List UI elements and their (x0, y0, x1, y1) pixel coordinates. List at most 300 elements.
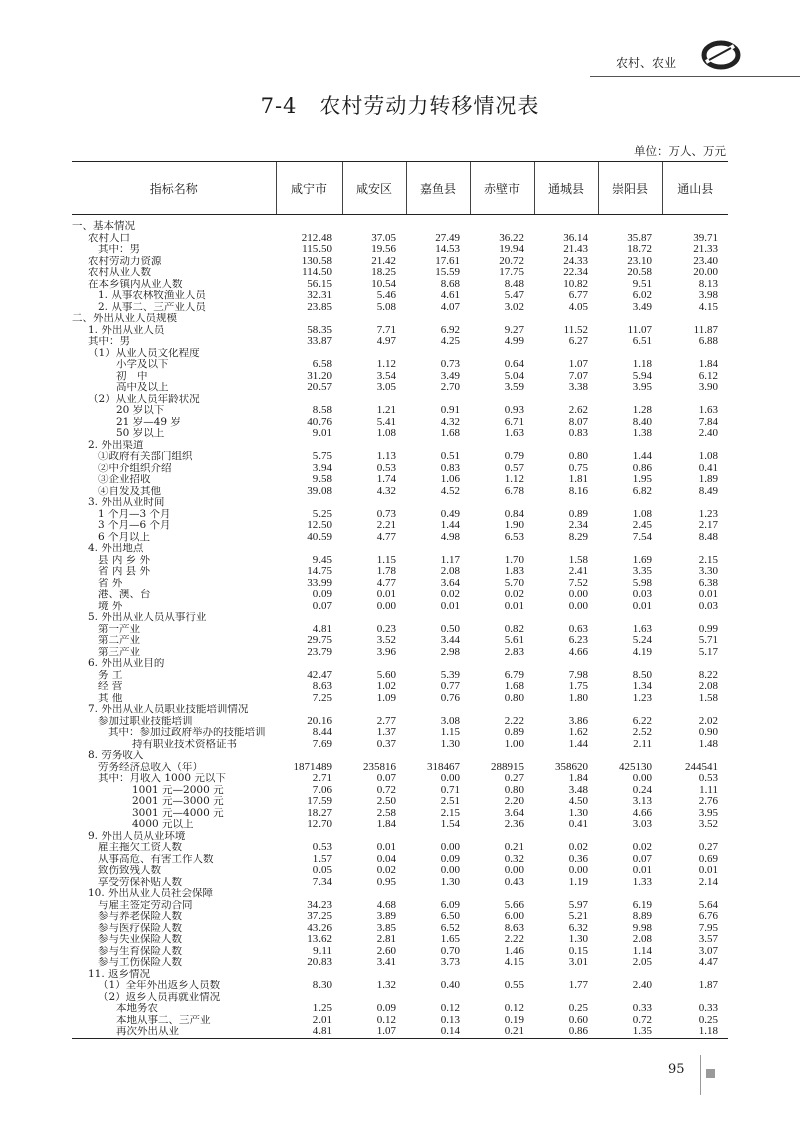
cell-value: 1.06 (440, 474, 460, 485)
cell-value: 5.71 (698, 635, 718, 646)
cell-value (534, 215, 598, 233)
cell-value (598, 969, 662, 981)
cell-value (470, 313, 534, 325)
cell-value (406, 612, 470, 624)
table-row (72, 244, 728, 256)
cell-value: 1.95 (632, 474, 652, 485)
cell-value: 12.70 (307, 819, 332, 830)
cell-value: 0.77 (440, 681, 460, 692)
cell-value: 8.89 (632, 911, 652, 922)
cell-value: 7.25 (312, 692, 332, 704)
table-row (72, 589, 728, 601)
cell-value: 8.22 (698, 669, 718, 681)
cell-value: 3.64 (504, 807, 524, 819)
table-row (72, 325, 728, 337)
cell-value: 0.84 (504, 508, 524, 520)
cell-value: 0.25 (698, 1014, 718, 1026)
cell-value (470, 440, 534, 452)
cell-value: 1.44 (568, 738, 588, 750)
row-label: 二、外出从业人员规模 (72, 313, 177, 324)
cell-value: 2.08 (698, 681, 718, 692)
cell-value: 8.49 (698, 485, 718, 497)
cell-value: 6.27 (568, 336, 588, 347)
table-row (72, 279, 728, 291)
cell-value: 3.08 (440, 715, 460, 727)
cell-value: 8.07 (568, 416, 588, 428)
table-row (72, 256, 728, 268)
cell-value (470, 215, 534, 233)
cell-value: 14.53 (435, 244, 460, 255)
cell-value: 7.95 (698, 922, 718, 934)
cell-value: 8.50 (632, 669, 652, 681)
table-row (72, 486, 728, 498)
column-header-region: 咸宁市 (276, 162, 342, 215)
cell-value: 5.64 (698, 899, 718, 911)
cell-value: 3.41 (376, 957, 396, 968)
cell-value: 1.84 (376, 819, 396, 830)
cell-value: 2.08 (440, 566, 460, 577)
table-row (72, 727, 728, 739)
table-row (72, 957, 728, 969)
row-label: （2）返乡人员再就业情况 (98, 991, 221, 1003)
cell-value (406, 440, 470, 452)
unit-label: 单位：万人、万元 (634, 144, 726, 158)
cell-value: 0.01 (698, 865, 718, 876)
row-label: 2001 元—3000 元 (132, 796, 224, 807)
cell-value: 0.73 (440, 359, 460, 370)
cell-value: 11.87 (693, 324, 718, 336)
cell-value: 4.77 (376, 531, 396, 543)
row-label: 5. 外出从业人员从事行业 (88, 612, 207, 623)
cell-value: 0.55 (504, 980, 524, 991)
cell-value: 0.72 (376, 784, 396, 796)
row-label: 初 中 (116, 370, 148, 382)
row-label: 21 岁—49 岁 (116, 416, 181, 428)
row-label: （1）从业人员文化程度 (88, 347, 200, 359)
cell-value (406, 969, 470, 981)
cell-value (406, 750, 470, 762)
cell-value: 4.07 (440, 301, 460, 313)
cell-value: 0.53 (698, 773, 718, 784)
cell-value (598, 394, 662, 406)
cell-value: 1.62 (568, 727, 588, 738)
row-label: 农村劳动力资源 (88, 255, 162, 267)
cell-value: 2.50 (376, 796, 396, 807)
cell-value (662, 348, 728, 360)
cell-value: 37.25 (307, 911, 332, 922)
cell-value: 13.62 (307, 934, 332, 945)
cell-value (406, 658, 470, 670)
cell-value: 20.16 (307, 715, 332, 727)
cell-value: 4.32 (376, 485, 396, 497)
table-row (72, 877, 728, 889)
table-row (72, 773, 728, 785)
row-label: 经 营 (98, 681, 123, 692)
cell-value (276, 992, 342, 1004)
row-label: 6. 外出从业目的 (88, 658, 165, 669)
column-header-region: 崇阳县 (598, 162, 662, 215)
table-row (72, 1026, 728, 1038)
labor-transfer-table (72, 161, 728, 1039)
cell-value: 4.98 (440, 531, 460, 543)
cell-value: 6.51 (632, 336, 652, 347)
cell-value: 7.52 (568, 577, 588, 589)
row-label: 3. 外出从业时间 (88, 497, 165, 508)
cell-value: 358620 (555, 761, 588, 773)
cell-value: 0.00 (440, 865, 460, 876)
cell-value: 1.48 (698, 738, 718, 750)
cell-value: 0.70 (440, 945, 460, 957)
cell-value: 23.40 (693, 255, 718, 267)
cell-value: 1.17 (440, 554, 460, 566)
table-row (72, 497, 728, 509)
cell-value: 43.26 (307, 922, 332, 934)
cell-value: 0.80 (504, 692, 524, 704)
cell-value: 0.02 (376, 865, 396, 876)
cell-value (406, 831, 470, 843)
row-label: 50 岁以上 (116, 428, 165, 439)
cell-value: 0.82 (504, 623, 524, 635)
cell-value (470, 497, 534, 509)
cell-value (598, 831, 662, 843)
row-label: 参与失业保险人数 (98, 934, 182, 945)
cell-value: 2.14 (698, 876, 718, 888)
cell-value: 4.97 (376, 336, 396, 347)
cell-value: 0.12 (504, 1003, 524, 1014)
table-row (72, 750, 728, 762)
cell-value: 3.59 (504, 382, 524, 393)
cell-value: 1.37 (376, 727, 396, 738)
cell-value (470, 969, 534, 981)
row-label: 与雇主签定劳动合同 (98, 899, 193, 911)
cell-value (662, 543, 728, 555)
cell-value: 2.40 (632, 980, 652, 991)
row-label: 省 外 (98, 577, 123, 589)
page-marker (706, 1069, 715, 1078)
cell-value: 23.79 (307, 646, 332, 658)
cell-value: 1.84 (698, 359, 718, 370)
table-row (72, 509, 728, 521)
cell-value: 2.70 (440, 382, 460, 393)
cell-value: 3.86 (568, 715, 588, 727)
cell-value (470, 394, 534, 406)
cell-value: 7.07 (568, 370, 588, 382)
cell-value: 0.41 (568, 819, 588, 830)
cell-value: 1.44 (440, 520, 460, 531)
cell-value: 0.01 (440, 600, 460, 612)
table-row (72, 739, 728, 751)
cell-value: 1.65 (440, 934, 460, 945)
cell-value: 20.00 (693, 267, 718, 278)
cell-value: 37.05 (371, 232, 396, 244)
cell-value (662, 992, 728, 1004)
cell-value (276, 658, 342, 670)
table-row (72, 440, 728, 452)
cell-value: 5.70 (504, 577, 524, 589)
cell-value: 1.08 (698, 451, 718, 462)
table-row (72, 371, 728, 383)
page-number: 95 (668, 1062, 685, 1077)
cell-value: 1.08 (632, 508, 652, 520)
table-row (72, 624, 728, 636)
cell-value: 1.44 (632, 451, 652, 462)
cell-value (342, 658, 406, 670)
cell-value: 2.11 (633, 738, 652, 750)
cell-value: 4.19 (632, 646, 652, 658)
cell-value: 0.80 (504, 784, 524, 796)
cell-value: 1.84 (568, 773, 588, 784)
cell-value: 1.81 (568, 474, 588, 485)
cell-value: 1.63 (632, 623, 652, 635)
cell-value: 1.35 (598, 1026, 662, 1038)
table-row (72, 992, 728, 1004)
cell-value (598, 750, 662, 762)
cell-value: 0.71 (440, 784, 460, 796)
table-row (72, 359, 728, 371)
cell-value: 6.71 (504, 416, 524, 428)
cell-value: 5.46 (376, 290, 396, 301)
row-label: 6 个月以上 (98, 531, 151, 543)
cell-value (342, 704, 406, 716)
cell-value: 4.05 (568, 301, 588, 313)
cell-value (598, 497, 662, 509)
table-row (72, 762, 728, 774)
cell-value: 0.37 (376, 738, 396, 750)
cell-value (276, 543, 342, 555)
cell-value: 1.63 (698, 405, 718, 416)
table-row (72, 980, 728, 992)
cell-value: 36.14 (563, 232, 588, 244)
table-row (72, 267, 728, 279)
cell-value: 1.02 (376, 681, 396, 692)
cell-value: 31.20 (307, 370, 332, 382)
cell-value: 0.02 (504, 589, 524, 600)
cell-value: 0.63 (568, 623, 588, 635)
cell-value: 39.08 (307, 485, 332, 497)
cell-value (342, 497, 406, 509)
cell-value: 0.01 (632, 865, 652, 876)
row-label: 第一产业 (98, 623, 140, 635)
cell-value: 0.53 (312, 842, 332, 853)
cell-value: 1.07 (342, 1026, 406, 1038)
cell-value: 1.32 (376, 980, 396, 991)
cell-value (276, 888, 342, 900)
row-label: 高中及以上 (116, 382, 169, 393)
cell-value: 0.01 (376, 842, 396, 853)
cell-value: 5.60 (376, 669, 396, 681)
cell-value: 2.83 (504, 646, 524, 658)
cell-value (342, 888, 406, 900)
cell-value: 2.45 (632, 520, 652, 531)
cell-value: 1.21 (376, 405, 396, 416)
row-label: 参与医疗保险人数 (98, 922, 182, 934)
cell-value: 4.66 (632, 807, 652, 819)
cell-value: 17.75 (499, 267, 524, 278)
cell-value: 1.14 (632, 945, 652, 957)
cell-value (662, 440, 728, 452)
cell-value: 5.41 (376, 416, 396, 428)
cell-value: 7.98 (568, 669, 588, 681)
cell-value: 1.18 (662, 1026, 728, 1038)
cell-value: 0.36 (568, 853, 588, 865)
cell-value: 7.84 (698, 416, 718, 428)
cell-value: 12.50 (307, 520, 332, 531)
cell-value: 3.89 (376, 911, 396, 922)
cell-value: 19.94 (499, 244, 524, 255)
cell-value: 1.11 (699, 784, 718, 796)
cell-value: 2.22 (504, 934, 524, 945)
cell-value: 0.64 (504, 359, 524, 370)
cell-value: 10.82 (563, 278, 588, 290)
cell-value: 2.01 (312, 1014, 332, 1026)
cell-value: 6.79 (504, 669, 524, 681)
cell-value: 0.32 (504, 853, 524, 865)
cell-value: 4.50 (568, 796, 588, 807)
cell-value: 5.61 (504, 635, 524, 646)
row-label: 一、基本情况 (72, 220, 135, 232)
table-row (72, 612, 728, 624)
cell-value: 1.78 (376, 566, 396, 577)
cell-value (342, 440, 406, 452)
cell-value: 0.00 (440, 842, 460, 853)
cell-value: 1.30 (440, 738, 460, 750)
cell-value (406, 394, 470, 406)
cell-value: 6.52 (440, 922, 460, 934)
row-label: 港、澳、台 (98, 589, 151, 600)
cell-value (662, 831, 728, 843)
cell-value (534, 394, 598, 406)
cell-value (662, 704, 728, 716)
row-label: 2. 从事二、三产业人员 (98, 301, 206, 313)
row-label: 9. 外出人员从业环境 (88, 830, 186, 842)
cell-value: 2.02 (698, 715, 718, 727)
cell-value: 1.58 (568, 554, 588, 566)
table-row (72, 681, 728, 693)
cell-value: 1.23 (632, 692, 652, 704)
cell-value: 0.73 (376, 508, 396, 520)
table-row (72, 865, 728, 877)
row-label: ②中介组织介绍 (98, 462, 172, 474)
cell-value (470, 992, 534, 1004)
cell-value: 0.99 (698, 623, 718, 635)
cell-value: 0.01 (504, 600, 524, 612)
cell-value: 1.75 (568, 681, 588, 692)
cell-value (342, 992, 406, 1004)
cell-value: 8.29 (568, 531, 588, 543)
cell-value: 5.97 (568, 899, 588, 911)
cell-value: 11.52 (563, 324, 588, 336)
cell-value: 7.69 (312, 738, 332, 750)
cell-value: 20.72 (499, 255, 524, 267)
cell-value: 0.69 (698, 853, 718, 865)
cell-value: 288915 (491, 761, 524, 773)
row-label: 参与工伤保险人数 (98, 957, 182, 968)
cell-value: 42.47 (307, 669, 332, 681)
cell-value: 2.76 (698, 796, 718, 807)
cell-value: 2.58 (376, 807, 396, 819)
cell-value: 6.00 (504, 911, 524, 922)
cell-value: 0.79 (504, 451, 524, 462)
cell-value: 7.06 (312, 784, 332, 796)
table-row (72, 394, 728, 406)
row-label: （2）从业人员年龄状况 (88, 393, 200, 405)
cell-value (534, 704, 598, 716)
row-label: 其中：参加过政府举办的技能培训 (108, 727, 266, 738)
table-row (72, 566, 728, 578)
cell-value: 2.41 (568, 566, 588, 577)
cell-value: 4.32 (440, 416, 460, 428)
cell-value: 6.09 (440, 899, 460, 911)
cell-value: 0.15 (568, 945, 588, 957)
cell-value: 2.81 (376, 934, 396, 945)
row-label: 3 个月—6 个月 (98, 520, 171, 531)
table-header-row (72, 162, 728, 215)
cell-value: 3.95 (698, 807, 718, 819)
cell-value (598, 543, 662, 555)
cell-value: 8.13 (698, 278, 718, 290)
cell-value (534, 497, 598, 509)
publication-logo-icon (700, 40, 742, 70)
cell-value: 23.10 (627, 255, 652, 267)
cell-value: 2.77 (376, 715, 396, 727)
cell-value: 1871489 (293, 761, 332, 773)
cell-value: 1.63 (504, 428, 524, 439)
cell-value: 0.01 (376, 589, 396, 600)
cell-value: 4.15 (504, 957, 524, 968)
cell-value: 4.47 (698, 957, 718, 968)
table-row (72, 704, 728, 716)
cell-value: 4.68 (376, 899, 396, 911)
cell-value: 1.30 (440, 876, 460, 888)
cell-value: 4.99 (504, 336, 524, 347)
cell-value (662, 612, 728, 624)
cell-value (342, 612, 406, 624)
cell-value: 2.05 (632, 957, 652, 968)
cell-value: 5.75 (312, 451, 332, 462)
cell-value: 0.49 (440, 508, 460, 520)
row-label: 第三产业 (98, 646, 140, 658)
table-row (72, 336, 728, 348)
cell-value (662, 658, 728, 670)
cell-value: 9.11 (313, 945, 332, 957)
row-label: 县 内 乡 外 (98, 554, 151, 566)
cell-value: 3.49 (632, 301, 652, 313)
cell-value: 0.00 (568, 600, 588, 612)
row-label: 省 内 县 外 (98, 566, 151, 577)
cell-value: 36.22 (499, 232, 524, 244)
cell-value (662, 394, 728, 406)
cell-value: 1.68 (504, 681, 524, 692)
cell-value: 21.43 (563, 244, 588, 255)
table-row (72, 808, 728, 820)
cell-value (406, 704, 470, 716)
cell-value (534, 543, 598, 555)
cell-value: 5.98 (632, 577, 652, 589)
cell-value: 5.94 (632, 370, 652, 382)
section-header (590, 46, 800, 77)
row-label: 雇主拖欠工资人数 (98, 842, 182, 853)
cell-value: 0.93 (504, 405, 524, 416)
cell-value: 5.04 (504, 370, 524, 382)
cell-value: 3.85 (376, 922, 396, 934)
cell-value: 0.83 (440, 462, 460, 474)
cell-value (342, 831, 406, 843)
cell-value (534, 348, 598, 360)
cell-value: 27.49 (435, 232, 460, 244)
cell-value: 1.57 (312, 853, 332, 865)
cell-value: 0.07 (632, 853, 652, 865)
row-label: 其中：男 (88, 336, 130, 347)
